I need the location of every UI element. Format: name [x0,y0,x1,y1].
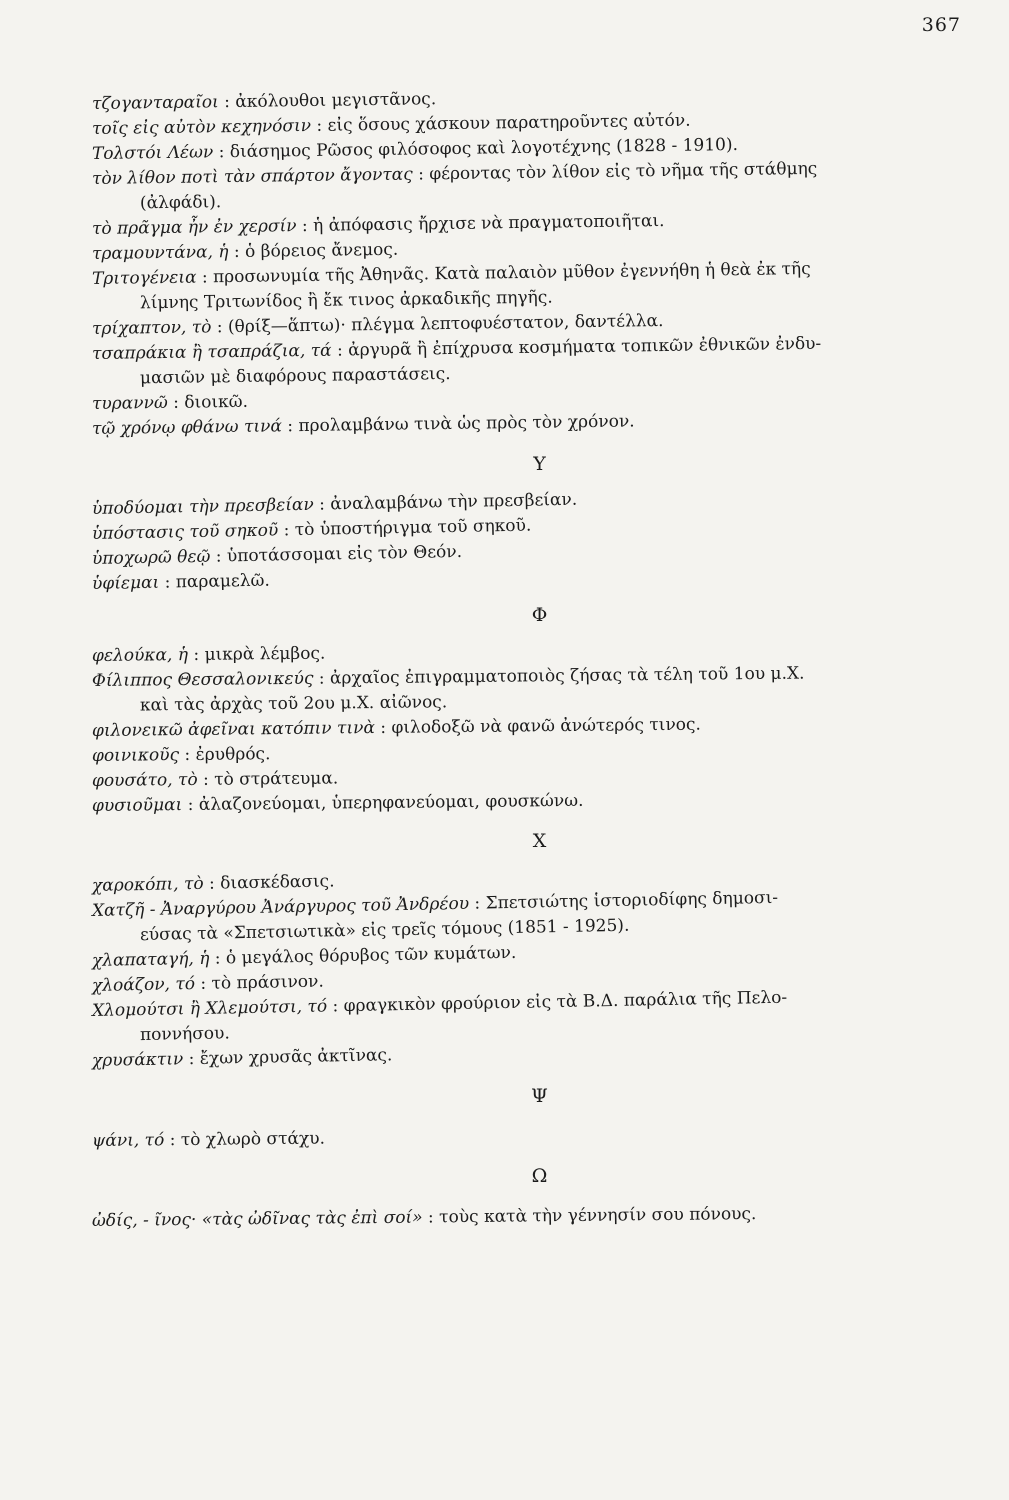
entry-definition: εἰς ὅσους χάσκουν παρατηροῦντες αὐτόν. [327,110,691,136]
entry-term: φελούκα, ἡ [91,644,189,666]
glossary-entry: Φίλιππος Θεσσαλονικεύς : ἀρχαῖος ἐπιγραμματοποιὸς ζήσας τὰ τέλη τοῦ 1ου μ.Χ. [91,663,805,691]
glossary-entry: φελούκα, ἡ : μικρὰ λέμβος. [91,643,326,666]
glossary-entry: τρίχαπτον, τὸ : (θρίξ—ἅπτω)· πλέγμα λεπτοφυέστατον, δαντέλλα. [91,311,664,339]
entry-term: φιλονεικῶ ἀφεῖναι κατόπιν τινὰ [91,718,375,741]
entry-term: τὸ πρᾶγμα ἦν ἐν χερσίν [91,216,297,239]
section-letter-heading: Χ [532,830,547,852]
entry-term: τρίχαπτον, τὸ [91,317,212,339]
entry-term: φυσιοῦμαι [91,795,183,816]
entry-definition: ἀργυρᾶ ἢ ἐπίχρυσα κοσμήματα τοπικῶν ἐθνικῶν ἐνδυ- [348,333,822,361]
entry-term: τῷ χρόνῳ φθάνω τινά [91,416,283,439]
glossary-entry: ὑποχωρῶ θεῷ : ὑποτάσσομαι εἰς τὸν Θεόν. [91,541,463,569]
entry-definition: τὸ χλωρὸ στάχυ. [180,1128,326,1151]
entry-definition: διασκέδασις. [220,871,335,894]
entry-term: τραμουντάνα, ἡ [91,242,229,264]
entry-term: φοινικοῦς [91,745,180,766]
section-upsilon [92,453,987,596]
glossary-entry: τὸν λίθον ποτὶ τὰν σπάρτον ἄγοντας : φέροντας τὸν λίθον εἰς τὸ νῆμα τῆς στάθμης [91,158,818,189]
glossary-entry: φυσιοῦμαι : ἀλαζονεύομαι, ὑπερηφανεύομαι, φουσκώνω. [91,790,584,816]
glossary-entry: τοῖς εἰς αὐτὸν κεχηνόσιν : εἰς ὅσους χάσκουν παρατηροῦντες αὐτόν. [91,110,691,139]
entry-definition: φέροντας τὸν λίθον εἰς τὸ νῆμα τῆς στάθμης [429,158,818,185]
entry-term: ψάνι, τό [91,1130,165,1151]
section-omega [92,1165,987,1233]
entry-term: χλοάζον, τό [91,974,196,996]
glossary-entry: τυραννῶ : διοικῶ. [91,391,249,414]
entry-definition-continued: εύσας τὰ «Σπετσιωτικὰ» εἰς τρεῖς τόμους (1851 - 1925). [139,915,630,946]
glossary-entry: Χλομούτσι ἢ Χλεμούτσι, τό : φραγκικὸν φρούριον εἰς τὰ Β.Δ. παράλια τῆς Πελο- [91,987,788,1021]
glossary-entry: τὸ πρᾶγμα ἦν ἐν χερσίν : ἡ ἀπόφασις ἤρχισε νὰ πραγματοποιῆται. [91,211,665,239]
entry-definition: ἀλαζονεύομαι, ὑπερηφανεύομαι, φουσκώνω. [198,790,584,815]
section-phi [92,604,987,818]
entry-definition-continued: ποννήσου. [139,1023,231,1046]
glossary-entry: φοινικοῦς : ἐρυθρός. [91,744,271,766]
entry-term: τὸν λίθον ποτὶ τὰν σπάρτον ἄγοντας [91,164,413,189]
glossary-entry: φιλονεικῶ ἀφεῖναι κατόπιν τινὰ : φιλοδοξῶ νὰ φανῶ ἀνώτερός τινος. [91,714,702,741]
entry-definition: προλαμβάνω τινὰ ὡς πρὸς τὸν χρόνον. [298,411,635,437]
page-number: 367 [921,14,961,36]
entry-definition: ἡ ἀπόφασις ἤρχισε νὰ πραγματοποιῆται. [312,211,665,236]
section-letter-heading: Υ [533,453,546,475]
entry-term: Τριτογένεια [91,267,197,289]
glossary-entry: τζογανταραῖοι : ἀκόλουθοι μεγιστᾶνος. [91,89,437,114]
entry-definition: ὁ βόρειος ἄνεμος. [244,239,399,262]
entry-term: ὑποχωρῶ θεῷ [91,546,211,569]
entry-term: χλαπαταγή, ἡ [91,948,210,971]
glossary-entry: φουσάτο, τὸ : τὸ στράτευμα. [91,768,339,791]
entry-definition: φραγκικὸν φρούριον εἰς τὰ Β.Δ. παράλια τῆς Πελο- [343,987,788,1017]
entry-term: ὑποδύομαι τὴν πρεσβείαν [91,494,314,519]
entry-term: χαροκόπι, τὸ [91,873,204,896]
entry-definition: διοικῶ. [184,391,249,413]
entry-definition: παραμελῶ. [175,570,270,593]
entry-definition: ὁ μεγάλος θόρυβος τῶν κυμάτων. [225,942,517,969]
section-letter-heading: Ω [531,1165,548,1187]
entry-term: ὑφίεμαι [91,572,160,594]
glossary-entry: τραμουντάνα, ἡ : ὁ βόρειος ἄνεμος. [91,239,399,264]
entry-definition-continued: μασιῶν μὲ διαφόρους παραστάσεις. [139,363,451,389]
entry-term: ὑπόστασις τοῦ σηκοῦ [91,520,279,544]
glossary-entry: χλοάζον, τό : τὸ πράσινον. [91,971,324,996]
entry-definition: Σπετσιώτης ἱστοριοδίφης δημοσι- [485,887,779,914]
entry-term: τζογανταραῖοι [91,92,219,114]
section-chi [92,830,987,1073]
entry-definition: τὸ στράτευμα. [214,768,339,790]
entry-term: χρυσάκτιν [91,1049,184,1071]
entry-definition: ἀκόλουθοι μεγιστᾶνος. [235,89,437,112]
entry-term: Χλομούτσι ἢ Χλεμούτσι, τό [91,996,328,1021]
entry-term: ὠδίς, - ῖνος· «τὰς ὠδῖνας τὰς ἐπὶ σοί» [91,1207,423,1231]
entry-definition: ἀρχαῖος ἐπιγραμματοποιὸς ζήσας τὰ τέλη τοῦ 1ου μ.Χ. [329,663,805,689]
entry-term: φουσάτο, τὸ [91,769,198,791]
entry-definition: τὸ πράσινον. [211,971,324,994]
entry-definition: (θρίξ—ἅπτω)· πλέγμα λεπτοφυέστατον, δαντέλλα. [227,311,664,338]
entry-definition: προσωνυμία τῆς Ἀθηνᾶς. Κατὰ παλαιὸν μῦθον ἐγεννήθη ἡ θεὰ ἐκ τῆς [212,258,811,288]
glossary-entry: χρυσάκτιν : ἔχων χρυσᾶς ἀκτῖνας. [91,1045,393,1071]
glossary-entry: ψάνι, τό : τὸ χλωρὸ στάχυ. [91,1128,326,1151]
entry-term: Τολστόι Λέων [91,142,214,164]
entry-definition: ἐρυθρός. [195,744,271,765]
entry-definition-continued: λίμνης Τριτωνίδος ἢ ἔκ τινος ἀρκαδικῆς πηγῆς. [139,287,553,314]
entry-definition: μικρὰ λέμβος. [204,643,326,665]
glossary-entry: Τριτογένεια : προσωνυμία τῆς Ἀθηνᾶς. Κατὰ παλαιὸν μῦθον ἐγεννήθη ἡ θεὰ ἐκ τῆς [91,258,811,289]
glossary-entry: χαροκόπι, τὸ : διασκέδασις. [91,871,335,896]
entry-definition: φιλοδοξῶ νὰ φανῶ ἀνώτερός τινος. [391,714,702,738]
section-letter-heading: Ψ [531,1085,548,1107]
section-psi [92,1085,987,1153]
glossary-entry: χλαπαταγή, ἡ : ὁ μεγάλος θόρυβος τῶν κυμάτων. [91,942,517,971]
entry-definition: τὸ ὑποστήριγμα τοῦ σηκοῦ. [294,515,532,541]
entry-definition: διάσημος Ρῶσος φιλόσοφος καὶ λογοτέχνης (1828 - 1910). [229,134,739,163]
entry-term: τσαπράκια ἢ τσαπράζια, τά [91,340,332,364]
entry-definition: ἔχων χρυσᾶς ἀκτῖνας. [199,1045,393,1069]
entry-definition: ἀναλαμβάνω τὴν πρεσβείαν. [330,489,578,515]
glossary-entry: Τολστόι Λέων : διάσημος Ρῶσος φιλόσοφος καὶ λογοτέχνης (1828 - 1910). [91,134,739,164]
glossary-entry: ὑφίεμαι : παραμελῶ. [91,570,270,594]
entry-definition-continued: καὶ τὰς ἀρχὰς τοῦ 2ου μ.Χ. αἰῶνος. [139,692,448,716]
glossary-entry: Χατζῆ - Ἀναργύρου Ἀνάργυρος τοῦ Ἀνδρέου : Σπετσιώτης ἱστοριοδίφης δημοσι- [91,887,779,921]
glossary [91,89,987,1235]
entry-definition: τοὺς κατὰ τὴν γέννησίν σου πόνους. [439,1204,757,1228]
entry-term: τοῖς εἰς αὐτὸν κεχηνόσιν [91,115,312,139]
section-tau [91,89,987,441]
glossary-entry: τῷ χρόνῳ φθάνω τινά : προλαμβάνω τινὰ ὡς πρὸς τὸν χρόνον. [91,411,635,439]
glossary-entry: ὑποδύομαι τὴν πρεσβείαν : ἀναλαμβάνω τὴν πρεσβείαν. [91,489,578,519]
entry-definition-continued: (ἀλφάδι). [139,192,222,214]
glossary-entry: τσαπράκια ἢ τσαπράζια, τά : ἀργυρᾶ ἢ ἐπίχρυσα κοσμήματα τοπικῶν ἐθνικῶν ἐνδυ- [91,333,822,364]
entry-term: Χατζῆ - Ἀναργύρου Ἀνάργυρος τοῦ Ἀνδρέου [91,893,470,921]
entry-definition: ὑποτάσσομαι εἰς τὸν Θεόν. [226,541,463,567]
entry-term: Φίλιππος Θεσσαλονικεύς [91,668,314,691]
glossary-entry: ὠδίς, - ῖνος· «τὰς ὠδῖνας τὰς ἐπὶ σοί» : τοὺς κατὰ τὴν γέννησίν σου πόνους. [91,1204,757,1231]
entry-term: τυραννῶ [91,392,168,414]
glossary-entry: ὑπόστασις τοῦ σηκοῦ : τὸ ὑποστήριγμα τοῦ σηκοῦ. [91,515,532,544]
section-letter-heading: Φ [531,604,548,626]
